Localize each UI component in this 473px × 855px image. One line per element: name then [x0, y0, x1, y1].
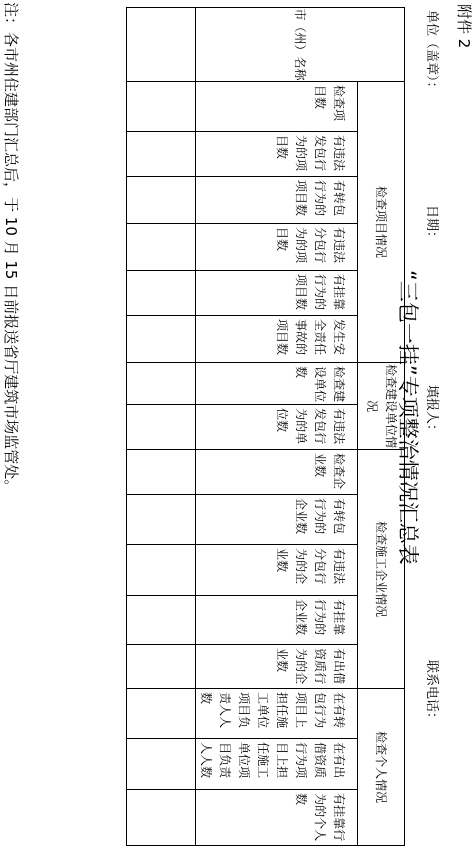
- column-header: 有违法分包行为的企业数: [196, 545, 358, 596]
- column-header: 有转包行为的项目数: [196, 177, 358, 224]
- table-cell: [127, 363, 196, 405]
- city-header-cell: [196, 8, 405, 82]
- table-cell: [127, 8, 196, 82]
- column-header: 有挂靠行为的个人数: [196, 790, 358, 846]
- column-header: 有挂靠行为的项目数: [196, 271, 358, 316]
- builder-group-header: 检查建设单位情况: [358, 363, 405, 450]
- personnel-group-header: 检查个人情况: [358, 689, 405, 846]
- table-cell: [127, 271, 196, 316]
- table-cell: [127, 689, 196, 739]
- column-header: 有违法发包行为的单位数: [196, 405, 358, 450]
- table-cell: [127, 645, 196, 689]
- column-header: 在有出借资质行为项目上担任施工单位项目负责人人数: [196, 739, 358, 790]
- header-row-columns: [196, 8, 358, 846]
- table-cell: [127, 790, 196, 846]
- table-cell: [127, 316, 196, 363]
- footnote: 注：各市州住建部门汇总后，于 10 月 15 日前报送省厅建筑市场监管处。: [2, 2, 20, 495]
- table-cell: [127, 177, 196, 224]
- table-cell: [127, 405, 196, 450]
- table-cell: [127, 596, 196, 645]
- filler-label: 填报人：: [424, 385, 439, 438]
- column-header: 在有转包行为项目上担任施工单位项目负责人人数: [196, 689, 358, 739]
- city-header: 市（州）名称: [293, 8, 308, 81]
- column-header: 有出借资质行为的企业数: [196, 645, 358, 689]
- phone-label: 联系电话：: [424, 660, 439, 726]
- column-header: 有挂靠行为的企业数: [196, 596, 358, 645]
- table-cell: [127, 739, 196, 790]
- column-header: 检查建设单位数: [196, 363, 358, 405]
- column-header: 有转包行为的企业数: [196, 495, 358, 545]
- table-cell: [127, 545, 196, 596]
- attachment-label: 附件 2: [455, 4, 473, 49]
- table-cell: [127, 132, 196, 177]
- column-header: 有违法分包行为的项目数: [196, 224, 358, 271]
- unit-stamp-label: 单位（盖章）：: [424, 10, 439, 95]
- data-row: [127, 8, 196, 846]
- table-cell: [127, 82, 196, 132]
- column-header: 发生安全责任事故的项目数: [196, 316, 358, 363]
- summary-table: [126, 7, 405, 846]
- table-cell: [127, 495, 196, 545]
- contractor-group-header: 检查施工企业情况: [358, 450, 405, 689]
- document-title: “三包一挂”专项整治情况汇总表: [396, 270, 420, 565]
- column-header: 检查企业数: [196, 450, 358, 495]
- date-label: 日期：: [424, 205, 439, 245]
- project-group-header: 检查项目情况: [358, 82, 405, 363]
- column-header: 有违法发包行为的项目数: [196, 132, 358, 177]
- table-cell: [127, 224, 196, 271]
- table-cell: [127, 450, 196, 495]
- column-header: 检查项目数: [196, 82, 358, 132]
